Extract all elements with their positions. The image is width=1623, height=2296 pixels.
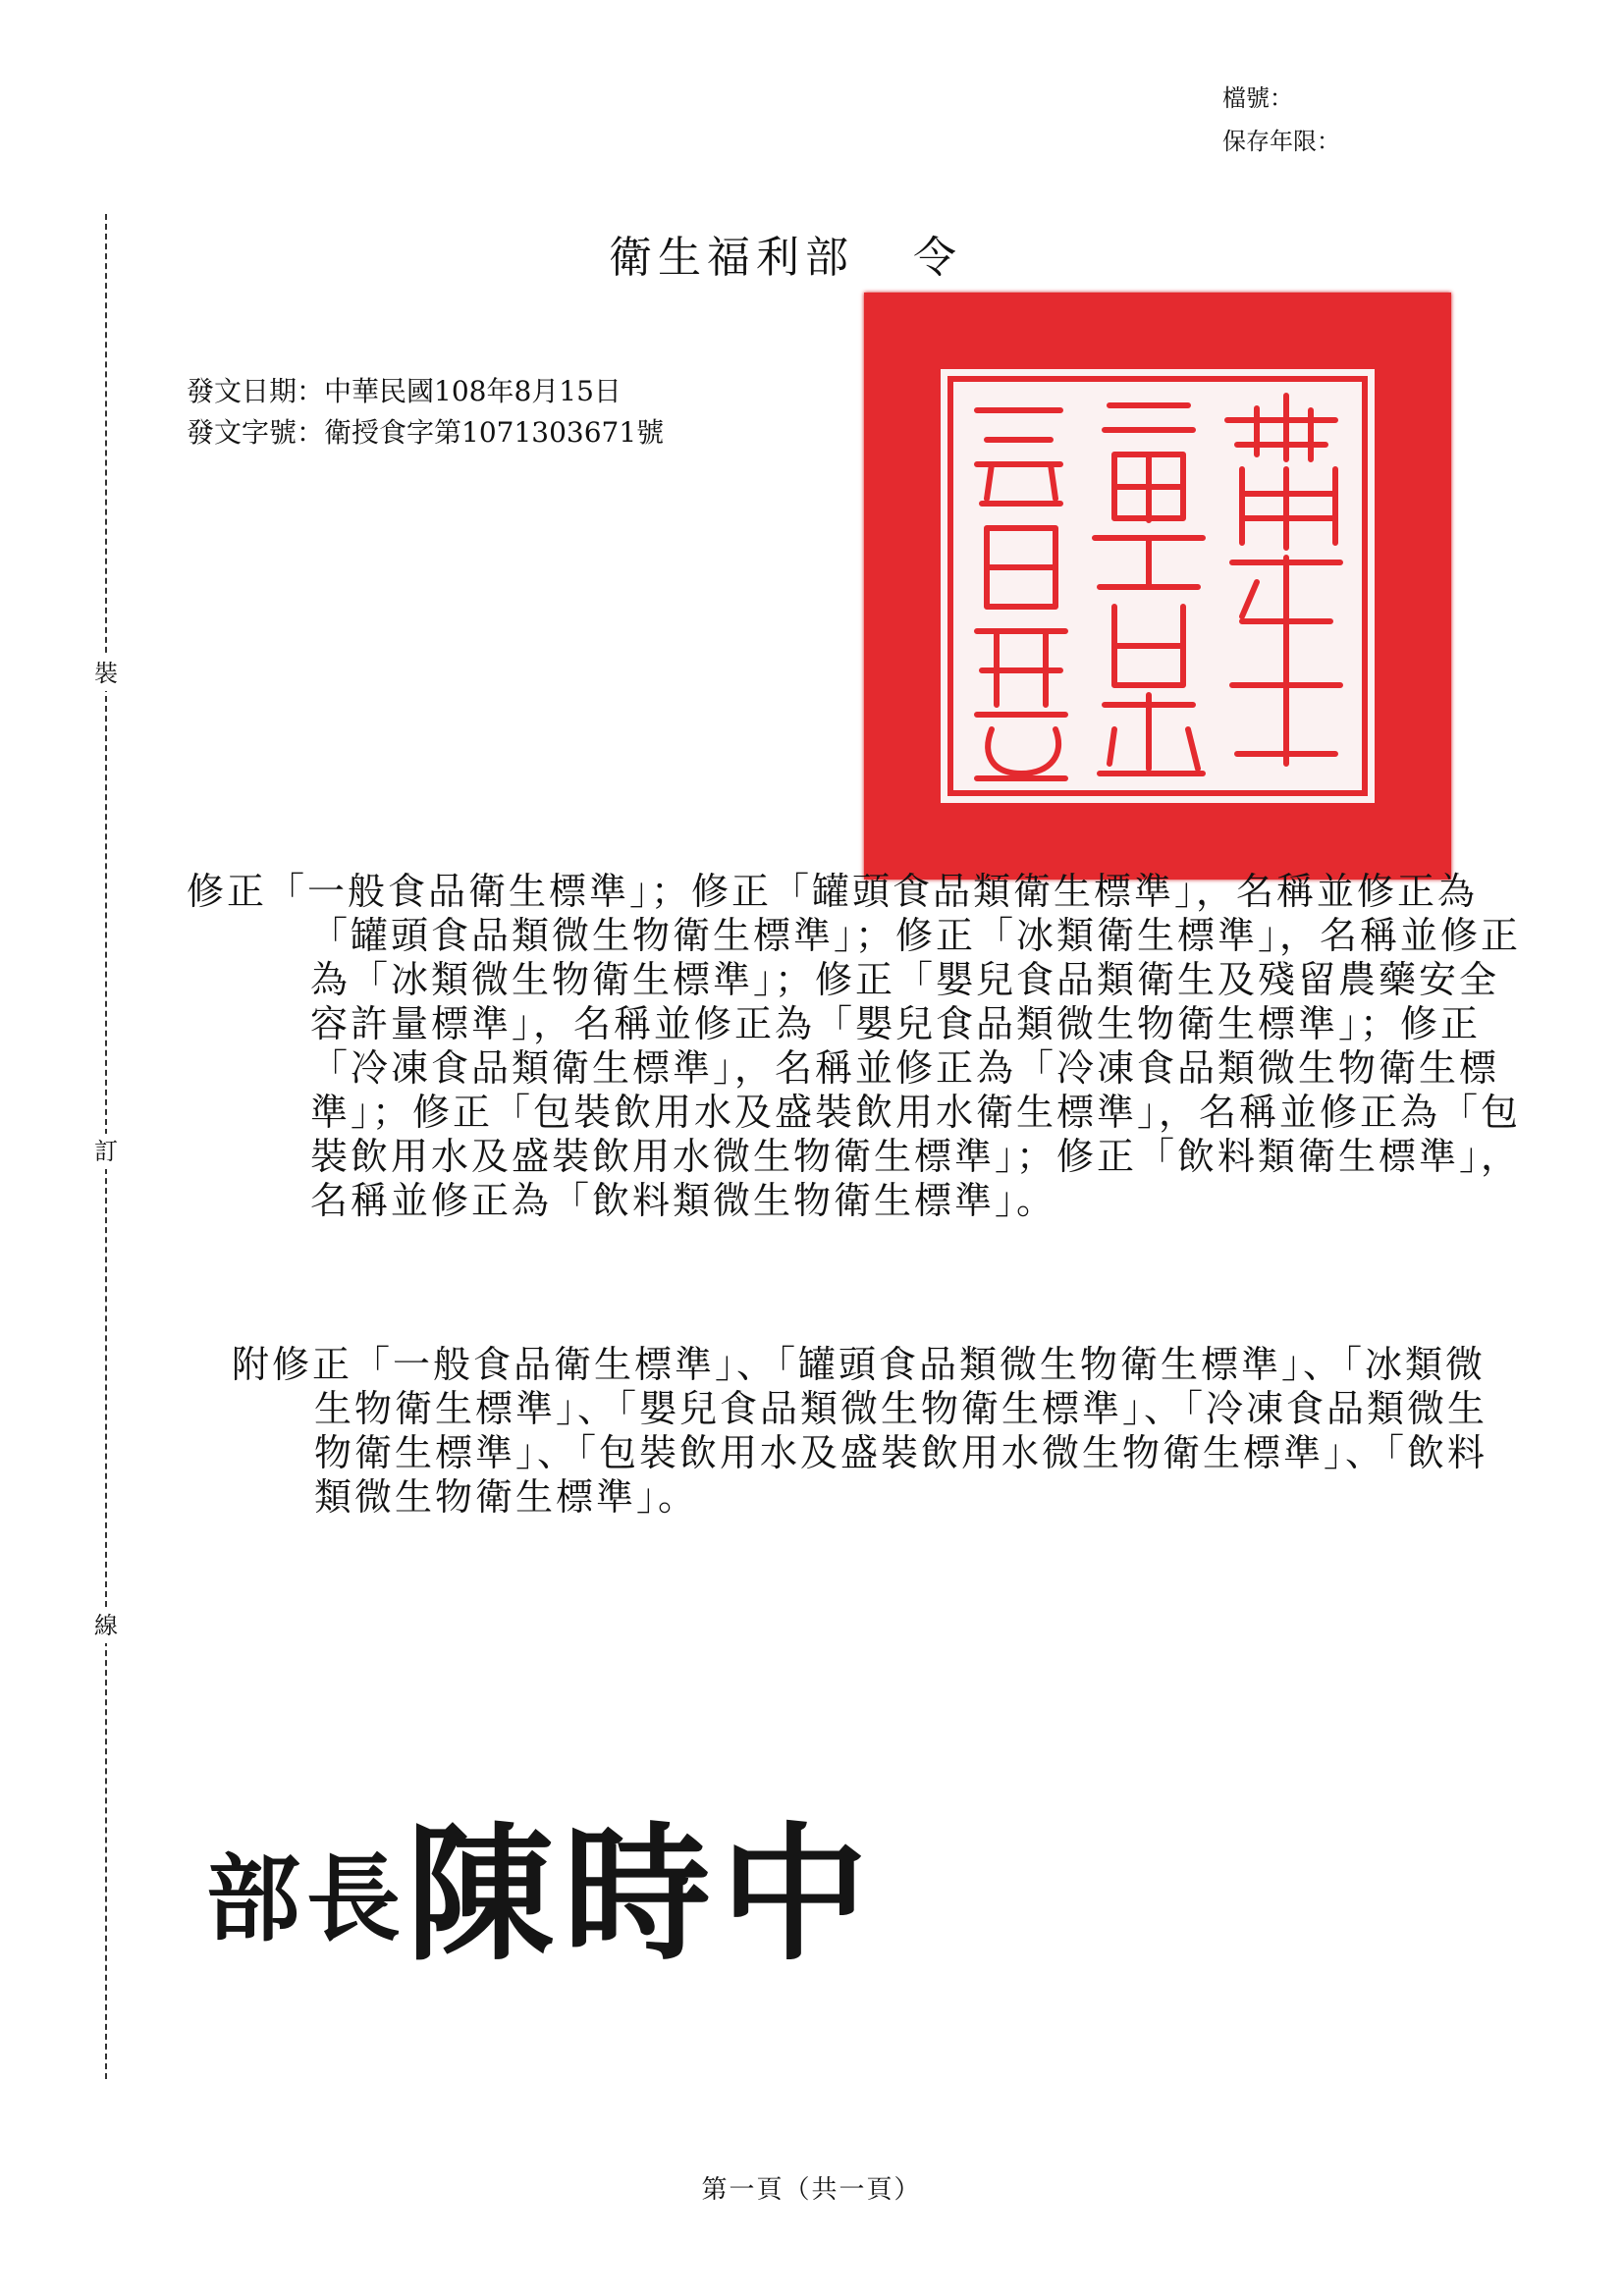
binding-char-xian: 線 <box>92 1608 120 1643</box>
signature-title: 部長 <box>206 1843 406 1954</box>
official-seal <box>864 293 1451 880</box>
body-paragraph-2: 附修正「一般食品衛生標準」、「罐頭食品類微生物衛生標準」、「冰類微生物衛生標準」、「嬰兒食品類微生物衛生標準」、「冷凍食品類微生物衛生標準」、「包裝飲用水及盛裝飲用水微生物衛生標準」、「飲料類微生物衛生標準」。 <box>232 1343 1488 1519</box>
minister-signature <box>206 1782 972 2007</box>
document-number: 發文字號：衛授食字第1071303671號 <box>187 416 665 449</box>
title-org: 衛生福利部 <box>609 233 854 283</box>
seal-graphic <box>864 293 1451 880</box>
issue-date: 發文日期：中華民國108年8月15日 <box>187 375 622 407</box>
document-meta <box>187 371 664 454</box>
signature-name: 陳時中 <box>406 1808 879 1981</box>
title-type: 令 <box>913 233 962 283</box>
archive-info <box>1222 77 1340 163</box>
binding-char-ding: 訂 <box>92 1134 120 1169</box>
page-number: 第一頁（共一頁） <box>701 2175 922 2205</box>
file-number-label: 檔號： <box>1222 84 1293 112</box>
body-paragraph-1: 修正「一般食品衛生標準」；修正「罐頭食品類衛生標準」，名稱並修正為「罐頭食品類微生物衛生標準」；修正「冰類衛生標準」，名稱並修正為「冰類微生物衛生標準」；修正「嬰兒食品類衛生及殘留農藥安全容許量標準」，名稱並修正為「嬰兒食品類微生物衛生標準」；修正「冷凍食品類衛生標準」，名稱並修正為「冷凍食品類微生物衛生標準」；修正「包裝飲用水及盛裝飲用水衛生標準」，名稱並修正為「包裝飲用水及盛裝飲用水微生物衛生標準」；修正「飲料類衛生標準」，名稱並修正為「飲料類微生物衛生標準」。 <box>187 870 1522 1222</box>
retention-period-label: 保存年限： <box>1222 128 1340 155</box>
signature-text <box>206 1782 878 2012</box>
document-title <box>609 222 962 285</box>
binding-char-zhuang: 裝 <box>92 656 120 691</box>
